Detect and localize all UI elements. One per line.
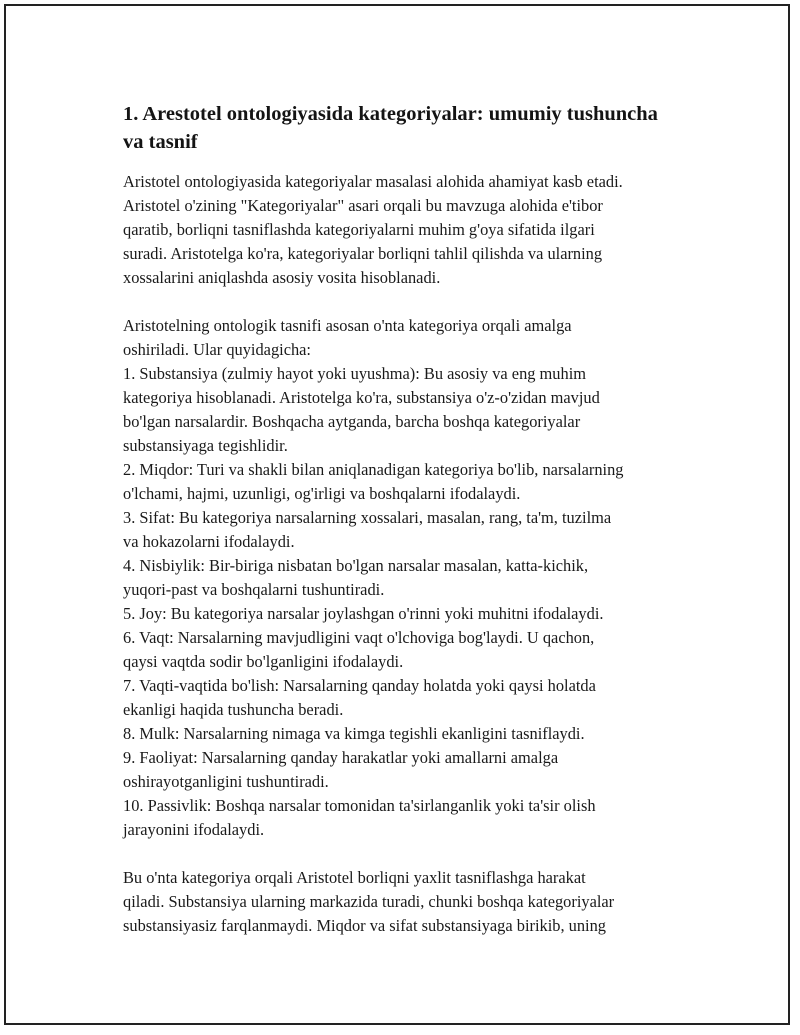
- text-line: Aristotel ontologiyasida kategoriyalar masalasi alohida ahamiyat kasb etadi.: [123, 172, 623, 191]
- text-line: ekanligi haqida tushuncha beradi.: [123, 700, 344, 719]
- text-line: 8. Mulk: Narsalarning nimaga va kimga tegishli ekanligini tasniflaydi.: [123, 724, 585, 743]
- paragraphs-container: [123, 170, 695, 938]
- text-line: 1. Substansiya (zulmiy hayot yoki uyushma): Bu asosiy va eng muhim: [123, 364, 586, 383]
- text-line: oshiriladi. Ular quyidagicha:: [123, 340, 311, 359]
- page-frame: [4, 4, 790, 1025]
- paragraph-1: [123, 170, 695, 290]
- text-line: va hokazolarni ifodalaydi.: [123, 532, 295, 551]
- paragraph-2: [123, 314, 695, 842]
- text-line: o'lchami, hajmi, uzunligi, og'irligi va boshqalarni ifodalaydi.: [123, 484, 521, 503]
- text-line: qaysi vaqtda sodir bo'lganligini ifodalaydi.: [123, 652, 404, 671]
- text-line: xossalarini aniqlashda asosiy vosita hisoblanadi.: [123, 268, 441, 287]
- text-line: Aristotel o'zining "Kategoriyalar" asari orqali bu mavzuga alohida e'tibor: [123, 196, 603, 215]
- text-line: qiladi. Substansiya ularning markazida turadi, chunki boshqa kategoriyalar: [123, 892, 615, 911]
- paragraph-3: [123, 866, 695, 938]
- text-line: bo'lgan narsalardir. Boshqacha aytganda, barcha boshqa kategoriyalar: [123, 412, 581, 431]
- text-line: qaratib, borliqni tasniflashda kategoriyalarni muhim g'oya sifatida ilgari: [123, 220, 595, 239]
- heading-line: 1. Arestotel ontologiyasida kategoriyalar: umumiy tushuncha: [123, 103, 658, 125]
- text-line: substansiyasiz farqlanmaydi. Miqdor va sifat substansiyaga birikib, uning: [123, 916, 606, 935]
- text-line: 4. Nisbiylik: Bir-biriga nisbatan bo'lgan narsalar masalan, katta-kichik,: [123, 556, 589, 575]
- text-line: 6. Vaqt: Narsalarning mavjudligini vaqt o'lchoviga bog'laydi. U qachon,: [123, 628, 595, 647]
- text-line: 10. Passivlik: Boshqa narsalar tomonidan ta'sirlanganlik yoki ta'sir olish: [123, 796, 596, 815]
- text-line: substansiyaga tegishlidir.: [123, 436, 288, 455]
- text-line: oshirayotganligini tushuntiradi.: [123, 772, 329, 791]
- text-line: Aristotelning ontologik tasnifi asosan o'nta kategoriya orqali amalga: [123, 316, 572, 335]
- text-line: 7. Vaqti-vaqtida bo'lish: Narsalarning qanday holatda yoki qaysi holatda: [123, 676, 596, 695]
- text-line: 9. Faoliyat: Narsalarning qanday harakatlar yoki amallarni amalga: [123, 748, 559, 767]
- text-line: Bu o'nta kategoriya orqali Aristotel borliqni yaxlit tasniflashga harakat: [123, 868, 586, 887]
- section-heading: [123, 100, 695, 156]
- text-line: jarayonini ifodalaydi.: [123, 820, 265, 839]
- text-line: 3. Sifat: Bu kategoriya narsalarning xossalari, masalan, rang, ta'm, tuzilma: [123, 508, 612, 527]
- text-line: 5. Joy: Bu kategoriya narsalar joylashgan o'rinni yoki muhitni ifodalaydi.: [123, 604, 604, 623]
- heading-line: va tasnif: [123, 131, 198, 153]
- text-line: 2. Miqdor: Turi va shakli bilan aniqlanadigan kategoriya bo'lib, narsalarning: [123, 460, 624, 479]
- text-line: kategoriya hisoblanadi. Aristotelga ko'ra, substansiya o'z-o'zidan mavjud: [123, 388, 600, 407]
- document-content: [123, 100, 695, 962]
- text-line: yuqori-past va boshqalarni tushuntiradi.: [123, 580, 385, 599]
- text-line: suradi. Aristotelga ko'ra, kategoriyalar borliqni tahlil qilishda va ularning: [123, 244, 603, 263]
